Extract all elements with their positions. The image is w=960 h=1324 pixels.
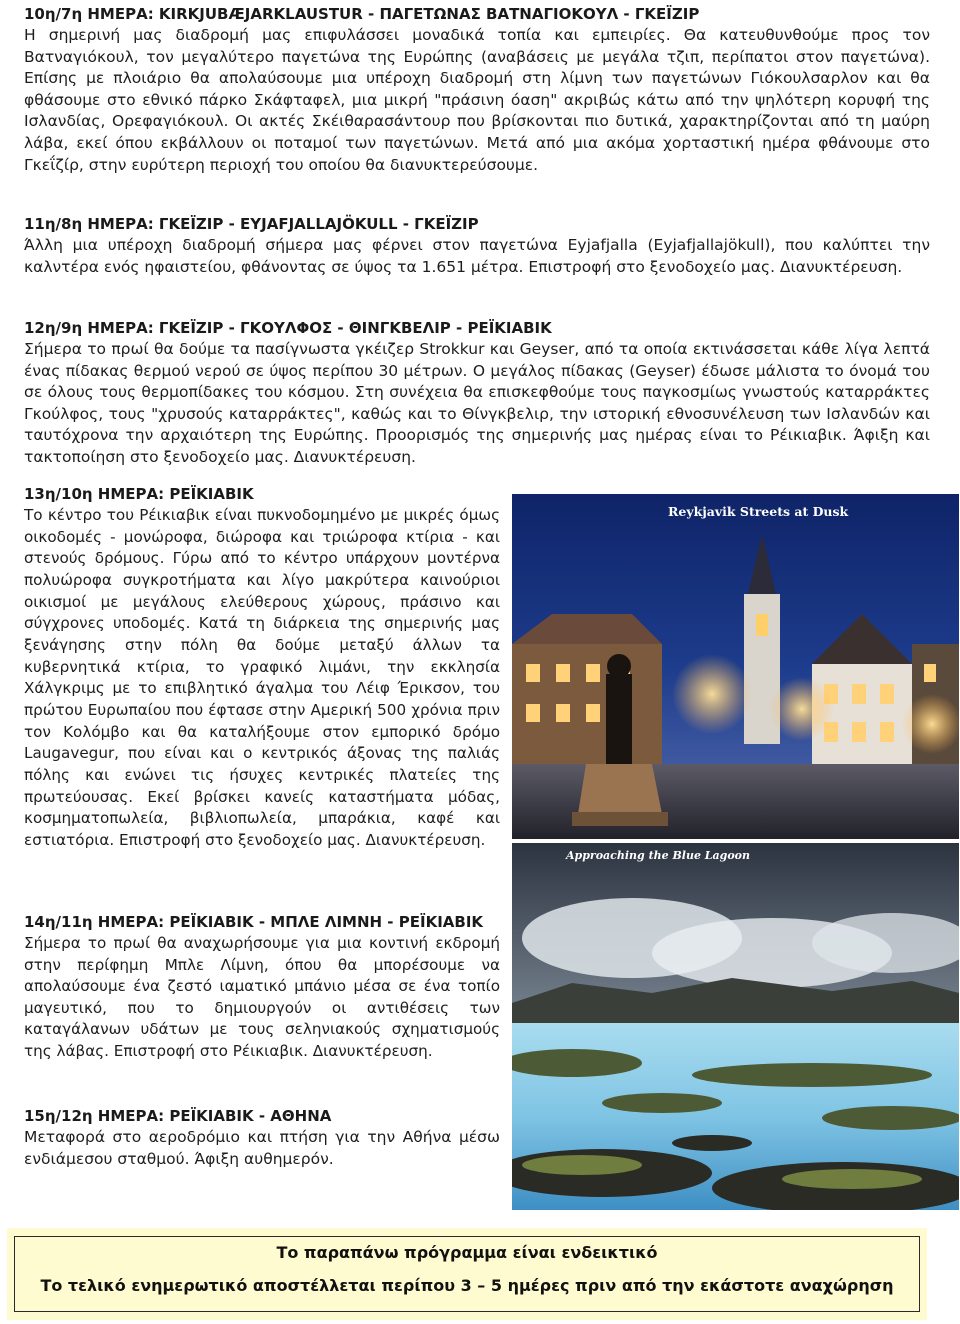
blue-lagoon-illustration [512,843,959,1210]
day-14-text: Σήμερα το πρωί θα αναχωρήσουμε για μια κοντινή εκδρομή στην περίφημη Μπλε Λίμνη, όπου θα μπορέσουμε να απολαύσουμε ένα ζεστό ιαματικό μπάνιο μέσα σε ένα τοπίο μαγευτικό, που το δημιουργούν οι αντιθέσεις των καταγάλανων υδάτων με τους σεληνιακούς σχηματισμούς της λάβας. Επιστροφή στο Ρέικιαβικ. Διανυκτέρευση. [24,934,500,1060]
day-12-heading: 12η/9η ΗΜΕΡΑ: ΓΚΕΪΖΙΡ - ΓΚΟΥΛΦΟΣ - ΘΙΝΓΚΒΕΛΙΡ - ΡΕΪΚΙΑΒΙΚ [24,319,552,337]
reykjavik-dusk-photo [512,494,959,839]
notice-indicative-text: Το παραπάνω πρόγραμμα είναι ενδεικτικό [276,1243,658,1262]
day-11-section [24,214,930,278]
notice-final-info-text: Το τελικό ενημερωτικό αποστέλλεται περίπου 3 – 5 ημέρες πριν από την εκάστοτε αναχώρηση [40,1276,894,1295]
reykjavik-photo-caption: Reykjavik Streets at Dusk [668,504,849,519]
day-12-section [24,318,930,469]
day-15-section [24,1106,500,1170]
day-13-section [24,484,500,852]
program-notice-frame [14,1236,920,1312]
day-15-text: Μεταφορά στο αεροδρόμιο και πτήση για την Αθήνα μέσω ενδιάμεσου σταθμού. Άφιξη αυθημερόν. [24,1128,500,1168]
day-11-text: Άλλη μια υπέροχη διαδρομή σήμερα μας φέρνει στον παγετώνα Eyjafjalla (Eyjafjallajökull), που καλύπτει την καλντέρα ενός ηφαιστείου, φθάνοντας σε ύψος τα 1.651 μέτρα. Επιστροφή στο ξενοδοχείο μας. Διανυκτέρευση. [24,236,930,276]
day-10-heading: 10η/7η ΗΜΕΡΑ: KIRKJUBÆJARKLAUSTUR - ΠΑΓΕΤΩΝΑΣ ΒΑΤΝΑΓΙΟΚΟΥΛ - ΓΚΕΪΖΙΡ [24,5,700,23]
reykjavik-dusk-illustration [512,494,959,839]
day-13-heading: 13η/10η ΗΜΕΡΑ: ΡΕΪΚΙΑΒΙΚ [24,485,254,503]
day-12-text: Σήμερα το πρωί θα δούμε τα πασίγνωστα γκέιζερ Strokkur και Geyser, από τα οποία εκτινάσσεται κάθε λίγα λεπτά ένας πίδακας θερμού νερού σε ύψος περίπου 30 μέτρων. Ο μεγάλος πίδακας (Geyser) έδωσε μάλιστα το όνομά του σε όλους τους θερμοπίδακες του κόσμου. Στη συνέχεια θα επισκεφθούμε τους παγκοσμίως γνωστούς καταρράκτες Γκούλφος, τους "χρυσούς καταρράκτες", καθώς και το Θίνγκβελιρ, την ιστορική εθνοσυνέλευση των Ισλανδών και ταυτόχρονα την αρχαιότερη της Ευρώπης. Προορισμός της σημερινής μας ημέρας είναι το Ρέικιαβικ. Άφιξη και τακτοποίηση στο ξενοδοχείο μας. Διανυκτέρευση. [24,340,930,466]
day-10-text: Η σημερινή μας διαδρομή μας επιφυλάσσει μοναδικά τοπία και εμπειρίες. Θα κατευθυνθούμε προς τον Βατναγιόκουλ, τον μεγαλύτερο παγετώνα της Ευρώπης (αναβάσεις με μεγάλα τζιπ, περίπατοι στον παγετώνα). Επίσης με πλοιάριο θα απολαύσουμε μια υπέροχη διαδρομή στη λίμνη των παγετώνων Γιόκουλσαρλον και θα φθάσουμε στο εθνικό πάρκο Σκάφταφελ, μια μικρή "πράσινη όαση" ακριβώς κάτω από την ψηλότερη κορυφή της Ισλανδίας, Ορεφαγιόκουλ. Οι ακτές Σκέιθαρασάντουρ που βρίσκονται πιο δυτικά, χαρακτηρίζονται από τη μαύρη λάβα, εκεί όπου εκβάλλουν οι ποταμοί των παγετώνων. Μετά από μια ακόμα χορταστική ημέρα φθάνουμε στο Γκεΐζίρ, στην ευρύτερη περιοχή του οποίου θα διανυκτερεύσουμε. [24,26,930,174]
lagoon-photo-caption: Approaching the Blue Lagoon [566,849,751,862]
day-14-heading: 14η/11η ΗΜΕΡΑ: ΡΕΪΚΙΑΒΙΚ - ΜΠΛΕ ΛΙΜΝΗ - ΡΕΪΚΙΑΒΙΚ [24,913,484,931]
blue-lagoon-photo [512,843,959,1210]
day-13-text: Το κέντρο του Ρέικιαβικ είναι πυκνοδομημένο με μικρές όμως οικοδομές - μονώροφα, διώροφα και τριώροφα κτίρια - και στενούς δρόμους. Γύρω από το κέντρο υπάρχουν μοντέρνα πολυώροφα συγκροτήματα και λίγο μακρύτερα καινούριοι οικισμοί με μεγάλους ελεύθερους χώρους, πράσινο και σύγχρονες υποδομές. Κατά τη διάρκεια της σημερινής μας ξενάγησης στην πόλη θα δούμε μεταξύ άλλων τα κυβερνητικά κτίρια, το γραφικό λιμάνι, την εκκλησία Χάλγκριμς με το επιβλητικό άγαλμα του Λέιφ Έρικσον, του πρώτου Ευρωπαίου που έφτασε στην Αμερική 500 χρόνια πριν τον Κολόμβο και θα καταλήξουμε στον εμπορικό δρόμο Laugavegur, που είναι και ο κεντρικός άξονας της παλιάς πόλης και ενώνει τις ήσυχες κεντρικές πλατείες της πρωτεύουσας. Εκεί βρίσκει κανείς καταστήματα μόδας, κοσμηματοπωλεία, βιβλιοπωλεία, μπαράκια, καφέ και εστιατόρια. Επιστροφή στο ξενοδοχείο μας. Διανυκτέρευση. [24,506,500,849]
day-15-heading: 15η/12η ΗΜΕΡΑ: ΡΕΪΚΙΑΒΙΚ - ΑΘΗΝΑ [24,1107,332,1125]
day-10-section [24,4,930,176]
program-notice-box [7,1228,927,1320]
day-14-section [24,912,500,1063]
day-11-heading: 11η/8η ΗΜΕΡΑ: ΓΚΕΪΖΙΡ - EYJAFJALLAJÖKULL - ΓΚΕΪΖΙΡ [24,215,479,233]
